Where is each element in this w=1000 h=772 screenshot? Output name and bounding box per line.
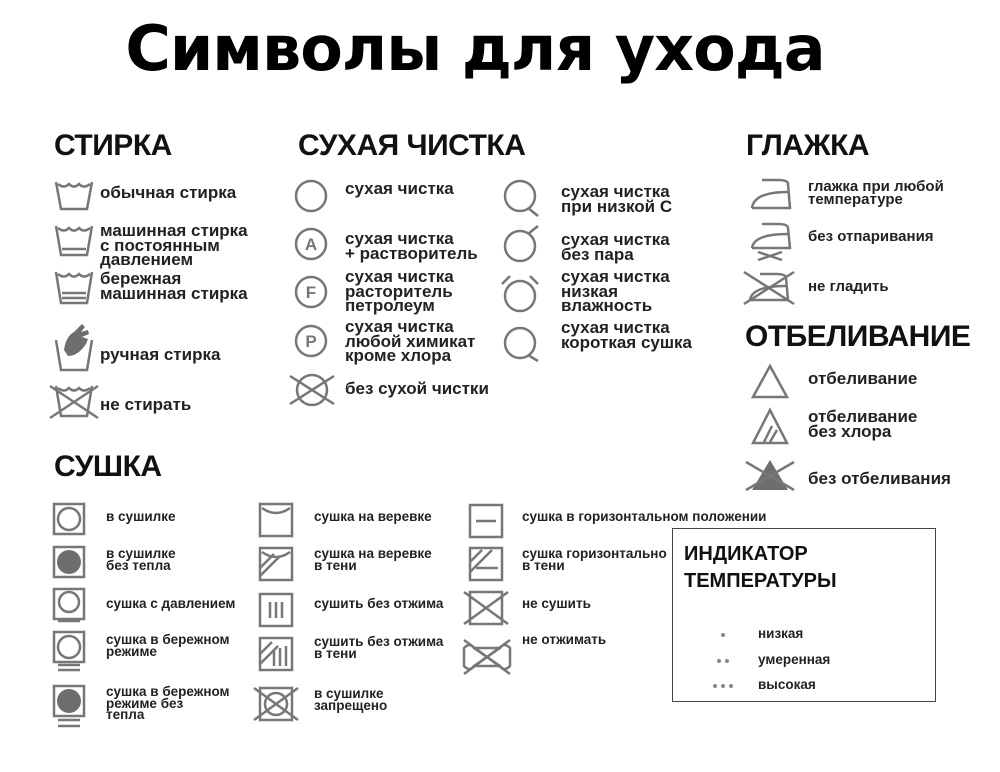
- circle-no-steam-icon: [502, 226, 542, 266]
- washing-label: обычная стирка: [100, 183, 237, 202]
- dry-cleaning-label: сухая чистка без пара: [561, 230, 670, 264]
- ironing-label: без отпаривания: [808, 228, 934, 245]
- section-heading-bleaching: ОТБЕЛИВАНИЕ: [745, 320, 971, 353]
- section-heading-washing: СТИРКА: [54, 129, 172, 162]
- circle-a-icon: [293, 226, 329, 262]
- temperature-dot-icon: [717, 659, 721, 663]
- drip-dry-shade-icon: [258, 636, 294, 674]
- tumble-dry-icon: [52, 502, 86, 536]
- no-dry-clean-icon: [288, 370, 336, 410]
- dry-cleaning-label: сухая чистка короткая сушка: [561, 318, 692, 352]
- circle-icon: [293, 178, 329, 214]
- drying-label: сушка на веревке: [314, 509, 432, 524]
- dry-cleaning-label: сухая чистка низкая влажность: [561, 267, 670, 316]
- drip-dry-icon: [258, 592, 294, 628]
- drying-label: сушить без отжима: [314, 596, 444, 611]
- svg-text:A: A: [304, 235, 318, 254]
- hand-wash-icon: [54, 322, 94, 374]
- washing-label: бережная машинная стирка: [100, 269, 248, 303]
- tumble-dry-gentle-no-heat-icon: [52, 684, 86, 730]
- no-tumble-dry-icon: [252, 684, 300, 724]
- triangle-lines-icon: [750, 406, 790, 446]
- bleaching-label: отбеливание без хлора: [808, 407, 918, 441]
- temperature-dot-icon: [725, 659, 729, 663]
- circle-f-icon: [293, 274, 329, 310]
- section-heading-dry-cleaning: СУХАЯ ЧИСТКА: [298, 129, 526, 162]
- dry-cleaning-label: сухая чистка + растворитель: [345, 229, 478, 263]
- tumble-dry-no-heat-icon: [52, 545, 86, 579]
- tumble-dry-press-icon: [52, 587, 86, 623]
- circle-low-humidity-icon: [498, 274, 542, 316]
- drying-label: сушить без отжима в тени: [314, 634, 444, 661]
- washing-label: ручная стирка: [100, 345, 221, 364]
- flat-dry-icon: [468, 503, 504, 539]
- iron-icon: [748, 176, 794, 212]
- temperature-level-label: высокая: [758, 677, 816, 692]
- drying-label: сушка с давлением: [106, 596, 236, 611]
- washing-label: не стирать: [100, 395, 192, 414]
- section-heading-drying: СУШКА: [54, 450, 162, 483]
- temperature-dot-icon: [721, 633, 725, 637]
- ironing-label: не гладить: [808, 278, 889, 295]
- temperature-level-label: умеренная: [758, 652, 831, 667]
- drying-label: сушка в горизонтальном положении: [522, 509, 767, 524]
- line-dry-shade-icon: [258, 546, 294, 582]
- washing-label: машинная стирка с постоянным давлением: [100, 221, 248, 270]
- svg-text:F: F: [305, 283, 317, 302]
- drying-label: не сушить: [522, 596, 591, 611]
- no-bleach-icon: [744, 456, 796, 494]
- drying-label: в сушилке запрещено: [314, 686, 388, 713]
- drying-label: в сушилке без тепла: [106, 546, 176, 573]
- drying-label: сушка в бережном режиме без тепла: [106, 684, 230, 723]
- dry-cleaning-label: сухая чистка расторитель петролеум: [345, 267, 454, 316]
- wash-tub-two-lines-icon: [54, 268, 94, 306]
- ironing-label: глажка при любой температуре: [808, 178, 944, 208]
- temperature-level-label: низкая: [758, 626, 804, 641]
- no-iron-icon: [742, 270, 796, 306]
- drying-label: сушка горизонтально в тени: [522, 546, 667, 573]
- drying-label: не отжимать: [522, 632, 607, 647]
- dry-cleaning-label: без сухой чистки: [345, 379, 489, 398]
- bleaching-label: отбеливание: [808, 369, 918, 388]
- wash-tub-one-line-icon: [54, 222, 94, 258]
- no-wash-icon: [48, 382, 100, 422]
- dry-cleaning-label: сухая чистка: [345, 179, 454, 198]
- section-heading-ironing: ГЛАЖКА: [746, 129, 870, 162]
- svg-text:P: P: [305, 332, 317, 351]
- line-dry-icon: [258, 502, 294, 538]
- drying-label: сушка в бережном режиме: [106, 632, 230, 659]
- dry-cleaning-label: сухая чистка любой химикат кроме хлора: [345, 317, 476, 366]
- tumble-dry-gentle-icon: [52, 630, 86, 672]
- temperature-dot-icon: [713, 684, 717, 688]
- page-title: Символы для ухода: [125, 12, 825, 85]
- wash-tub-icon: [54, 178, 94, 212]
- dry-cleaning-label: сухая чистка при низкой С: [561, 182, 673, 216]
- flat-dry-shade-icon: [468, 546, 504, 582]
- bleaching-label: без отбеливания: [808, 469, 951, 488]
- iron-no-steam-icon: [748, 222, 794, 262]
- drying-label: в сушилке: [106, 509, 176, 524]
- no-dry-icon: [462, 588, 510, 628]
- temperature-dot-icon: [729, 684, 733, 688]
- triangle-icon: [750, 362, 790, 400]
- no-wring-icon: [460, 638, 514, 676]
- circle-p-icon: [293, 323, 329, 359]
- temperature-indicator-title: ИНДИКАТОР ТЕМПЕРАТУРЫ: [684, 543, 837, 592]
- temperature-dot-icon: [721, 684, 725, 688]
- drying-label: сушка на веревке в тени: [314, 546, 432, 573]
- circle-low-temp-icon: [502, 178, 542, 218]
- circle-short-cycle-icon: [502, 323, 542, 363]
